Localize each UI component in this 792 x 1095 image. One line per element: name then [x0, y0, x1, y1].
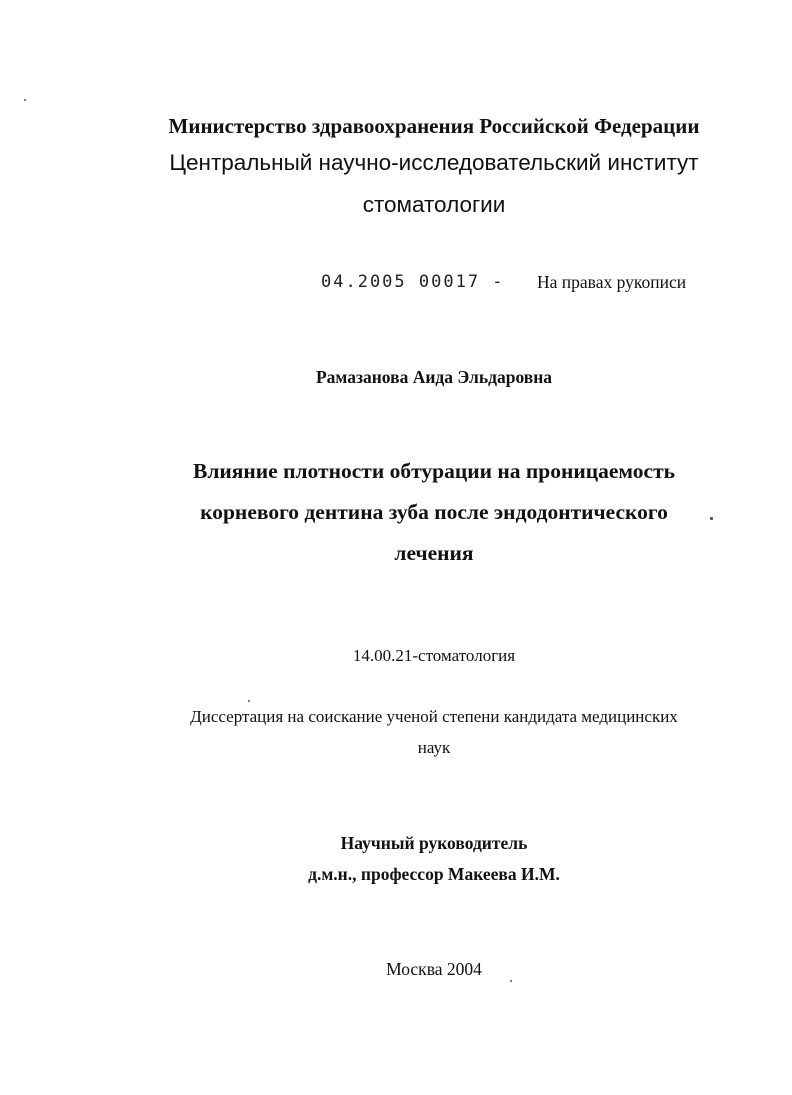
- scan-speck: [24, 99, 26, 101]
- scan-speck: [510, 980, 512, 982]
- scan-speck: [248, 700, 250, 702]
- supervisor-name: д.м.н., профессор Макеева И.М.: [308, 864, 560, 884]
- city-year: Москва 2004: [386, 959, 482, 979]
- scan-speck: [710, 517, 713, 520]
- dissertation-title-line-3: лечения: [394, 541, 474, 565]
- ministry-heading: Министерство здравоохранения Российской Федерации: [168, 114, 700, 138]
- degree-statement-line-2: наук: [417, 738, 451, 757]
- specialty-code: 14.00.21-стоматология: [352, 646, 516, 665]
- author-name: Рамазанова Аида Эльдаровна: [315, 367, 553, 387]
- degree-statement-line-1: Диссертация на соискание ученой степени кандидата медицинских: [190, 707, 678, 726]
- registration-number: 04.2005 00017 -: [321, 272, 505, 292]
- dissertation-title-line-2: корневого дентина зуба после эндодонтического: [200, 500, 668, 524]
- institute-name-line-2: стоматологии: [362, 192, 506, 217]
- dissertation-title-line-1: Влияние плотности обтурации на проницаемость: [192, 459, 676, 483]
- institute-name-line-1: Центральный научно-исследовательский институт: [169, 150, 699, 175]
- rights-note: На правах рукописи: [537, 272, 687, 292]
- supervisor-label: Научный руководитель: [340, 833, 528, 853]
